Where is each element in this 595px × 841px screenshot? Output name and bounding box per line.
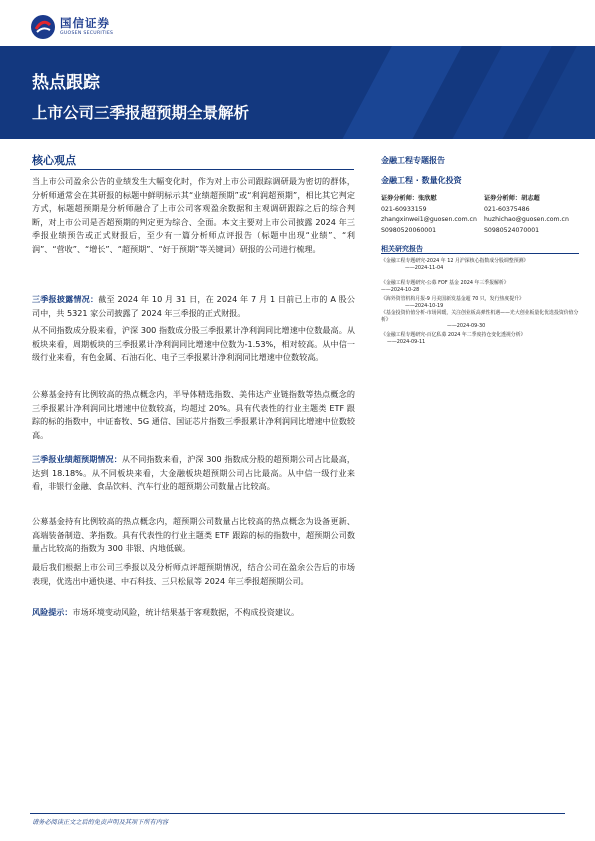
related-report-item[interactable]	[381, 310, 583, 330]
related-report-title: 《金融工程专题研究-公募 FOF 基金 2024 年三季报解析》	[381, 280, 509, 286]
analyst-phone: 021-60933159	[381, 205, 427, 213]
paragraph-text: 从不同指数成分股来看，沪深 300 指数成分股三季报累计净利润同比增速中位数最高。从板块来看，周期板块的三季报累计净利润同比增速中位数为-1.53%，相对较高。从中信一级行业来看，有色金属、石油石化、电子三季报累计净利润同比增速中位数较高。	[32, 325, 355, 363]
analyst-card	[381, 194, 477, 236]
related-reports-divider	[381, 253, 579, 254]
related-report-title: 《海外资管机构月报-9 月美国新发基金超 70 只，发行热度提升》	[381, 296, 524, 302]
report-title: 上市公司三季报超预期全景解析	[32, 104, 250, 122]
paragraph-text: 从不同指数来看，沪深 300 指数成分股的超预期公司占比最高，达到 18.18%。从不同板块来看，大金融板块超预期公司占比最高。从中信一级行业来看，非银行金融、食品饮料、汽车行业的超预期公司数量占比较高。	[32, 454, 355, 492]
paragraph-text: 公募基金持有比例较高的热点概念内，半导体精选指数、美伟达产业链指数等热点概念的三季报累计净利润同比增速中位数较高，均超过 20%。具有代表性的行业主题类 ETF 跟踪的标的指数中，中证畜牧、5G 通信、国证芯片指数三季报累计净利润同比增速中位数较高。	[32, 389, 355, 440]
paragraph-lead: 三季报披露情况：	[32, 294, 99, 304]
paragraph-lead: 三季报业绩超预期情况：	[32, 454, 122, 464]
title-banner	[0, 46, 595, 139]
analyst-email[interactable]: zhangxinwei1@guosen.com.cn	[381, 216, 477, 224]
related-report-date: ——2024-09-30	[447, 323, 486, 329]
related-report-title: 《金融工程专题研究-2024 年 12 月沪深核心指数成分股调整预测》	[381, 258, 529, 264]
company-logo	[30, 12, 150, 42]
paragraph-picks	[32, 561, 355, 588]
report-sub-type: 金融工程 · 数量化投资	[381, 176, 462, 185]
analyst-card	[484, 194, 569, 236]
related-report-title: 《金融工程专题研究-百亿私募 2024 年二季度持仓变化透视分析》	[381, 332, 526, 338]
paragraph-text: 当上市公司盈余公告的业绩发生大幅变化时，作为对上市公司跟踪调研最为密切的群体，分析师通常会在其研报的标题中鲜明标示其“业绩超预期”或“利润超预期”，相比其它判定方式，标题超预期是分析师融合了上市公司客观盈余数据和主观调研跟踪之后的综合判断，对上市公司是否超预期的判定更为综合、全面。本文主要对上市公司披露 2024 年三季报业绩预告或正式财报后，至少有一篇分析师点评报告（标题中出现“业绩”、“利润”、“营收”、“增长”、“超预期”、“好于预期”等关键词）研报的公司进行梳理。	[32, 176, 355, 254]
logo-name-en: GUOSEN SECURITIES	[60, 31, 114, 36]
analyst-license: S0980520060001	[381, 226, 437, 234]
related-report-date: ——2024-09-11	[387, 338, 426, 345]
paragraph-risk	[32, 606, 355, 620]
logo-name-cn: 国信证券	[60, 16, 110, 30]
report-type: 金融工程专题报告	[381, 156, 445, 165]
footer-divider	[30, 813, 565, 814]
related-report-item[interactable]	[381, 280, 583, 293]
paragraph-intro	[32, 175, 355, 257]
related-report-date: ——2024-11-04	[405, 264, 444, 271]
company-logo-mark-icon	[30, 14, 56, 40]
related-report-item[interactable]	[381, 296, 583, 309]
related-report-item[interactable]	[381, 258, 583, 271]
related-report-title: 《基金投资价值分析-市场回暖，关注创业板高弹性机遇——光大创业板量化优选投资价值分析》	[381, 310, 579, 323]
paragraph-disclosure	[32, 293, 355, 320]
paragraph-beat-expectations	[32, 453, 355, 494]
analyst-email[interactable]: huzhichao@guosen.com.cn	[484, 216, 569, 224]
paragraph-index-growth	[32, 324, 355, 365]
related-reports-title: 相关研究报告	[381, 245, 423, 253]
related-report-date: ——2024-10-28	[381, 286, 420, 293]
analyst-license: S0980524070001	[484, 226, 540, 234]
analyst-phone: 021-60375486	[484, 205, 530, 213]
paragraph-text: 截至 2024 年 10 月 31 日，在 2024 年 7 月 1 日前已上市的 A 股公司中，共 5321 家公司披露了 2024 年三季报的正式财报。	[32, 294, 355, 318]
paragraph-concept-beat	[32, 515, 355, 556]
paragraph-lead: 风险提示：	[32, 607, 73, 617]
paragraph-text: 市场环境变动风险，统计结果基于客观数据，不构成投资建议。	[72, 607, 300, 617]
report-category: 热点跟踪	[32, 73, 100, 93]
paragraph-text: 最后我们根据上市公司三季报以及分析师点评超预期情况，结合公司在盈余公告后的市场表现，优选出中通快递、中石科技、三只松鼠等 2024 年三季报超预期公司。	[32, 562, 355, 586]
paragraph-concept-growth	[32, 388, 355, 442]
section-divider	[30, 169, 354, 170]
related-report-item[interactable]	[381, 332, 583, 345]
paragraph-text: 公募基金持有比例较高的热点概念内，超预期公司数量占比较高的热点概念为设备更新、高端装备制造、茅指数。具有代表性的行业主题类 ETF 跟踪的标的指数中，超预期公司数量占比较高的指数为 300 非银、内地低碳。	[32, 516, 355, 554]
related-report-date: ——2024-10-19	[405, 302, 444, 309]
footer-disclaimer: 请务必阅读正文之后的免责声明及其项下所有内容	[32, 819, 169, 826]
analyst-name: 证券分析师：胡志超	[484, 195, 540, 202]
banner-decor-stripe	[317, 46, 472, 139]
analyst-name: 证券分析师：张欣慰	[381, 195, 437, 202]
section-title: 核心观点	[32, 154, 76, 167]
